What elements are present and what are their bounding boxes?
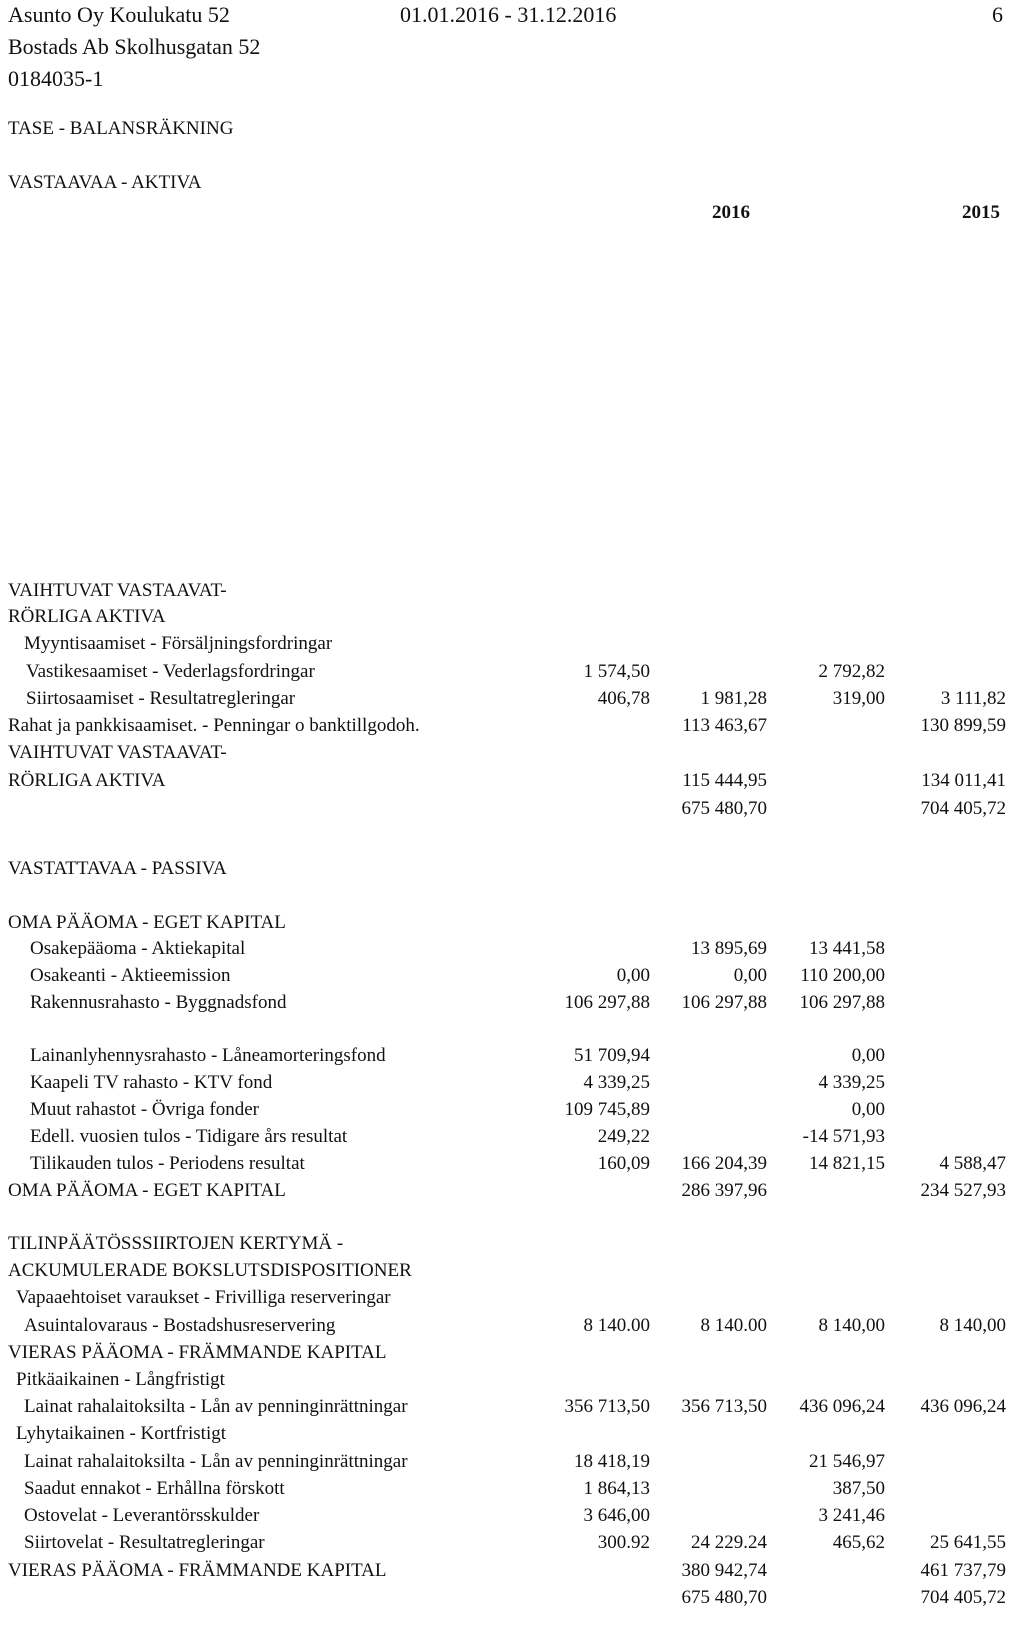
year-previous-header: 2015 [962,202,1000,223]
row-value-col3: 0,00 [851,1099,885,1120]
row-value-col3: 8 140,00 [818,1315,885,1336]
row-value-col4: 130 899,59 [920,715,1006,736]
row-value-col1: 51 709,94 [574,1045,650,1066]
row-label: VIERAS PÄÄOMA - FRÄMMANDE KAPITAL [8,1560,387,1581]
row-value-col1: 300.92 [597,1532,650,1553]
row-label: Kaapeli TV rahasto - KTV fond [30,1072,273,1093]
row-label: Lainat rahalaitoksilta - Lån av penninginrättningar [24,1451,408,1472]
row-value-col1: 106 297,88 [564,992,650,1013]
row-value-col3: -14 571,93 [802,1126,885,1147]
row-label: VAIHTUVAT VASTAAVAT- [8,742,227,763]
row-value-col1: 4 339,25 [583,1072,650,1093]
row-value-col2: 24 229.24 [691,1532,767,1553]
row-label: Ostovelat - Leverantörsskulder [24,1505,260,1526]
row-value-col3: 2 792,82 [818,661,885,682]
year-current-header: 2016 [712,202,750,223]
company-name-fi: Asunto Oy Koulukatu 52 [8,2,230,27]
row-label: Saadut ennakot - Erhållna förskott [24,1478,285,1499]
row-value-col3: 465,62 [832,1532,885,1553]
row-label: TILINPÄÄTÖSSSIIRTOJEN KERTYMÄ - [8,1233,344,1254]
row-value-col3: 13 441,58 [809,938,885,959]
row-label: Siirtovelat - Resultatregleringar [24,1532,265,1553]
row-value-col1: 249,22 [597,1126,650,1147]
row-label: Lyhytaikainen - Kortfristigt [16,1423,227,1444]
row-label: Osakeanti - Aktieemission [30,965,231,986]
row-label: OMA PÄÄOMA - EGET KAPITAL [8,1180,286,1201]
row-value-col2: 8 140.00 [700,1315,767,1336]
row-value-col4: 134 011,41 [921,770,1006,791]
row-value-col1: 1 864,13 [583,1478,650,1499]
row-label: RÖRLIGA AKTIVA [8,606,166,627]
row-value-col1: 406,78 [597,688,650,709]
row-value-col3: 3 241,46 [818,1505,885,1526]
row-value-col1: 3 646,00 [583,1505,650,1526]
row-label: ACKUMULERADE BOKSLUTSDISPOSITIONER [8,1260,412,1281]
row-label: Asuintalovaraus - Bostadshusreservering [24,1315,336,1336]
row-label: Osakepääoma - Aktiekapital [30,938,246,959]
row-label: Lainat rahalaitoksilta - Lån av penninginrättningar [24,1396,408,1417]
row-value-col1: 109 745,89 [564,1099,650,1120]
row-value-col4: 234 527,93 [920,1180,1006,1201]
row-value-col3: 21 546,97 [809,1451,885,1472]
row-value-col2: 106 297,88 [681,992,767,1013]
title-balance-sheet: TASE - BALANSRÄKNING [8,118,234,139]
row-value-col1: 356 713,50 [564,1396,650,1417]
row-label: Pitkäaikainen - Långfristigt [16,1369,225,1390]
row-value-col3: 14 821,15 [809,1153,885,1174]
row-value-col2: 0,00 [733,965,767,986]
row-value-col3: 4 339,25 [818,1072,885,1093]
row-label: RÖRLIGA AKTIVA [8,770,166,791]
row-value-col2: 1 981,28 [700,688,767,709]
row-label: OMA PÄÄOMA - EGET KAPITAL [8,912,286,933]
row-value-col2: 115 444,95 [682,770,767,791]
row-value-col3: 110 200,00 [800,965,885,986]
row-value-col1: 160,09 [597,1153,650,1174]
row-value-col2: 13 895,69 [691,938,767,959]
row-value-col1: 18 418,19 [574,1451,650,1472]
row-value-col2: 166 204,39 [681,1153,767,1174]
row-label: Vastikesaamiset - Vederlagsfordringar [26,661,315,682]
row-value-col4: 3 111,82 [940,688,1006,709]
row-label: Myyntisaamiset - Försäljningsfordringar [24,633,333,654]
row-label: Vapaaehtoiset varaukset - Frivilliga reserveringar [16,1287,391,1308]
row-label: Lainanlyhennysrahasto - Låneamorteringsfond [30,1045,386,1066]
row-value-col2: 380 942,74 [681,1560,767,1581]
row-value-col4: 704 405,72 [920,798,1006,819]
row-value-col4: 4 588,47 [939,1153,1006,1174]
row-label: Rakennusrahasto - Byggnadsfond [30,992,287,1013]
row-label: VIERAS PÄÄOMA - FRÄMMANDE KAPITAL [8,1342,387,1363]
row-label: Rahat ja pankkisaamiset. - Penningar o banktillgodoh. [8,715,420,736]
row-value-col3: 106 297,88 [799,992,885,1013]
row-value-col3: 0,00 [851,1045,885,1066]
row-value-col3: 319,00 [832,688,885,709]
row-value-col4: 436 096,24 [920,1396,1006,1417]
page-number: 6 [992,2,1003,27]
row-label: Edell. vuosien tulos - Tidigare års resultat [30,1126,348,1147]
row-value-col4: 461 737,79 [920,1560,1006,1581]
row-value-col4: 25 641,55 [930,1532,1006,1553]
company-name-sv: Bostads Ab Skolhusgatan 52 [8,34,261,59]
row-value-col2: 356 713,50 [681,1396,767,1417]
row-label: Tilikauden tulos - Periodens resultat [30,1153,305,1174]
business-id: 0184035-1 [8,66,104,91]
row-value-col2: 286 397,96 [681,1180,767,1201]
row-value-col1: 0,00 [616,965,650,986]
row-value-col3: 387,50 [832,1478,885,1499]
row-value-col4: 704 405,72 [920,1587,1006,1608]
row-value-col2: 675 480,70 [681,1587,767,1608]
row-value-col2: 113 463,67 [682,715,767,736]
row-value-col3: 436 096,24 [799,1396,885,1417]
row-label: Muut rahastot - Övriga fonder [30,1099,259,1120]
row-label: VAIHTUVAT VASTAAVAT- [8,580,227,601]
title-liabilities: VASTATTAVAA - PASSIVA [8,858,227,879]
title-assets: VASTAAVAA - AKTIVA [8,172,202,193]
row-label: Siirtosaamiset - Resultatregleringar [26,688,296,709]
row-value-col1: 1 574,50 [583,661,650,682]
row-value-col2: 675 480,70 [681,798,767,819]
row-value-col4: 8 140,00 [939,1315,1006,1336]
row-value-col1: 8 140.00 [583,1315,650,1336]
fiscal-period: 01.01.2016 - 31.12.2016 [400,2,617,27]
